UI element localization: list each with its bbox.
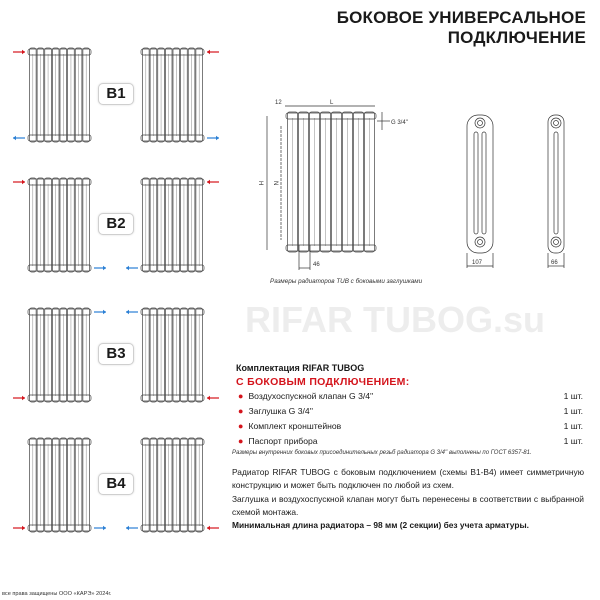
item-name: Воздухоспускной клапан G 3/4'' bbox=[248, 391, 374, 401]
supply-arrow-icon-head bbox=[22, 50, 25, 54]
scheme-label-b3: B3 bbox=[98, 343, 134, 365]
supply-arrow-icon-head bbox=[22, 396, 25, 400]
list-item bbox=[238, 419, 583, 434]
dimension-drawing bbox=[250, 90, 600, 280]
dim-depth-3col: 107 bbox=[472, 260, 483, 266]
return-arrow-icon-head bbox=[126, 310, 129, 314]
list-item bbox=[238, 404, 583, 419]
copyright: все права защищены ООО «КАРЭ» 2024г. bbox=[2, 591, 112, 597]
supply-arrow-icon-head bbox=[22, 526, 25, 530]
page-title bbox=[337, 8, 586, 48]
scheme-label-b1: B1 bbox=[98, 83, 134, 105]
kit-note: Размеры внутренних боковых присоединительных резьб радиатора G 3/4'' выполнены по ГОСТ 6357-81. bbox=[232, 450, 532, 456]
return-arrow-icon-head bbox=[13, 136, 16, 140]
item-qty: 1 шт. bbox=[563, 406, 583, 416]
item-name: Заглушка G 3/4'' bbox=[248, 406, 313, 416]
description bbox=[232, 466, 584, 532]
supply-arrow-icon-head bbox=[207, 396, 210, 400]
description-p2: Заглушка и воздухоспускной клапан могут быть перенесены в соответствии с выбранной схемой монтажа. bbox=[232, 493, 584, 517]
list-item bbox=[238, 434, 583, 449]
item-name: Паспорт прибора bbox=[248, 436, 318, 446]
list-item bbox=[238, 389, 583, 404]
watermark: RIFAR TUBOG.su bbox=[245, 299, 546, 340]
kit-list bbox=[238, 389, 583, 449]
supply-arrow-icon-head bbox=[207, 50, 210, 54]
return-arrow-icon-head bbox=[216, 136, 219, 140]
title-line-2: ПОДКЛЮЧЕНИЕ bbox=[447, 28, 586, 47]
return-arrow-icon-head bbox=[103, 310, 106, 314]
scheme-label-b2: B2 bbox=[98, 213, 134, 235]
description-p1: Радиатор RIFAR TUBOG с боковым подключением (схемы В1-В4) имеет симметричную конструкцию и может быть подключен по любой из схем. bbox=[232, 467, 584, 491]
side-view-2col bbox=[548, 115, 564, 268]
scheme-label-b4: B4 bbox=[98, 473, 134, 495]
bullet-icon: ● bbox=[238, 436, 244, 446]
return-arrow-icon-head bbox=[103, 526, 106, 530]
front-view bbox=[286, 112, 376, 252]
bullet-icon: ● bbox=[238, 406, 244, 416]
supply-arrow-icon-head bbox=[207, 180, 210, 184]
return-arrow-icon-head bbox=[126, 526, 129, 530]
return-arrow-icon-head bbox=[126, 266, 129, 270]
side-view-3col bbox=[467, 115, 493, 268]
dim-depth-2col: 66 bbox=[551, 260, 558, 266]
dim-axis: N bbox=[272, 181, 278, 186]
title-line-1: БОКОВОЕ УНИВЕРСАЛЬНОЕ bbox=[336, 8, 586, 27]
drawing-caption: Размеры радиаторов TUB с боковыми заглушками bbox=[270, 278, 423, 285]
bullet-icon: ● bbox=[238, 421, 244, 431]
supply-arrow-icon-head bbox=[207, 526, 210, 530]
return-arrow-icon-head bbox=[103, 266, 106, 270]
dim-thread: G 3/4'' bbox=[391, 120, 408, 126]
item-name: Комплект кронштейнов bbox=[248, 421, 342, 431]
item-qty: 1 шт. bbox=[563, 436, 583, 446]
dim-pitch: 46 bbox=[313, 262, 320, 268]
kit-title: Комплектация RIFAR TUBOG bbox=[236, 363, 365, 373]
kit-subtitle: С БОКОВЫМ ПОДКЛЮЧЕНИЕМ: bbox=[236, 376, 410, 388]
description-p3: Минимальная длина радиатора – 98 мм (2 секции) без учета арматуры. bbox=[232, 520, 529, 531]
supply-arrow-icon-head bbox=[22, 180, 25, 184]
dim-offset: 12 bbox=[275, 100, 282, 106]
bullet-icon: ● bbox=[238, 391, 244, 401]
item-qty: 1 шт. bbox=[563, 391, 583, 401]
item-qty: 1 шт. bbox=[563, 421, 583, 431]
dim-height: H bbox=[257, 181, 263, 186]
dim-length: L bbox=[330, 100, 334, 106]
